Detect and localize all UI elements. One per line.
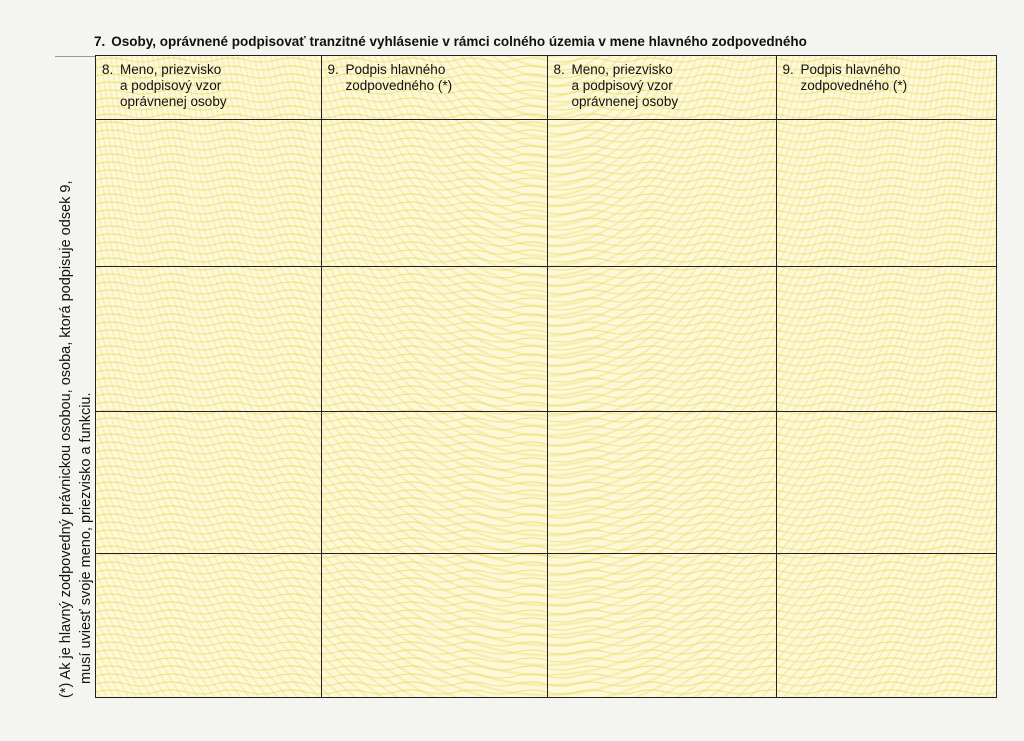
- name-signature-cell[interactable]: [96, 553, 321, 698]
- table-row: [96, 119, 997, 266]
- footnote-vertical: [56, 58, 96, 698]
- column-number: 8.: [102, 62, 114, 77]
- name-signature-cell[interactable]: [547, 411, 776, 553]
- column-label: Meno, priezvisko a podpisový vzor oprávnenej osoby: [571, 62, 679, 109]
- column-label: Meno, priezvisko a podpisový vzor oprávnenej osoby: [120, 62, 227, 109]
- column-label: Podpis hlavného zodpovedného (*): [345, 62, 453, 93]
- name-signature-cell[interactable]: [547, 553, 776, 698]
- section-number: 7.: [94, 34, 106, 49]
- principal-signature-cell[interactable]: [776, 553, 997, 698]
- column-number: 9.: [327, 62, 339, 77]
- footnote-line-1: (*) Ak je hlavný zodpovedný právnickou osobou, osoba, ktorá podpisuje odsek 9,: [58, 180, 74, 698]
- section-title-text: Osoby, oprávnené podpisovať tranzitné vyhlásenie v rámci colného územia v mene hlavného zodpovedného: [111, 34, 807, 49]
- principal-signature-cell[interactable]: [776, 119, 997, 266]
- table-row: [96, 553, 997, 698]
- column-header-signature-1: [321, 56, 547, 119]
- name-signature-cell[interactable]: [547, 119, 776, 266]
- column-header-signature-2: [776, 56, 997, 119]
- section-title: [94, 34, 807, 49]
- signature-table: [95, 55, 997, 698]
- principal-signature-cell[interactable]: [321, 119, 547, 266]
- signature-grid: [96, 56, 997, 698]
- name-signature-cell[interactable]: [547, 266, 776, 411]
- column-header-name-1: [96, 56, 321, 119]
- principal-signature-cell[interactable]: [776, 411, 997, 553]
- name-signature-cell[interactable]: [96, 119, 321, 266]
- column-number: 8.: [553, 62, 565, 77]
- principal-signature-cell[interactable]: [321, 553, 547, 698]
- column-header-name-2: [547, 56, 776, 119]
- table-row: [96, 266, 997, 411]
- header-row: [96, 56, 997, 119]
- table-row: [96, 411, 997, 553]
- column-label: Podpis hlavného zodpovedného (*): [800, 62, 908, 93]
- column-number: 9.: [782, 62, 794, 77]
- footnote-line-2: musí uviesť svoje meno, priezvisko a funkciu.: [78, 392, 94, 684]
- name-signature-cell[interactable]: [96, 411, 321, 553]
- name-signature-cell[interactable]: [96, 266, 321, 411]
- principal-signature-cell[interactable]: [321, 411, 547, 553]
- principal-signature-cell[interactable]: [776, 266, 997, 411]
- principal-signature-cell[interactable]: [321, 266, 547, 411]
